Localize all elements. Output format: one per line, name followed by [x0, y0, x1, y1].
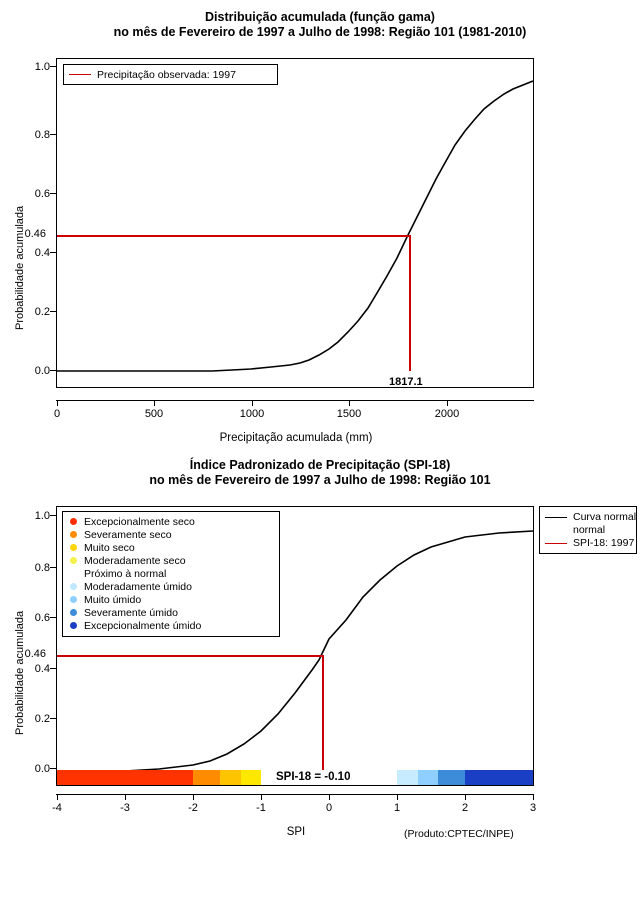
legend-item-spi-1997 [545, 536, 635, 550]
colorbar-segment-excepcionalmente-umido [465, 770, 533, 785]
top-ytick-0: 0.0 [34, 365, 50, 377]
top-ytickmark-2 [50, 252, 56, 253]
legend-item-moderadamente-seco [68, 554, 273, 567]
bottom-xtickmark-7 [533, 794, 534, 800]
spi-panel [0, 450, 640, 900]
legend-item-curva-normal [545, 510, 637, 524]
bottom-ytickmark-4 [50, 567, 56, 568]
top-gamma-curve [57, 59, 533, 387]
legend-item-proximo-a-normal [68, 567, 273, 580]
bottom-ytick-0: 0.0 [34, 763, 50, 775]
legend-label: Moderadamente seco [84, 554, 186, 567]
top-xtickmark-0 [57, 400, 58, 406]
bottom-x-axis-label: SPI [286, 826, 306, 838]
bottom-xtickmark-0 [57, 794, 58, 800]
category-color-icon [70, 557, 77, 564]
bottom-title-line1: Índice Padronizado de Precipitação (SPI-18) [189, 458, 451, 472]
bottom-ytickmark-5 [50, 515, 56, 516]
top-legend [63, 64, 278, 85]
top-xtickmark-3 [349, 400, 350, 406]
bottom-ytick-3: 0.6 [34, 612, 50, 624]
bottom-xtick-2: -2 [188, 802, 198, 814]
category-color-icon [70, 531, 77, 538]
colorbar-segment-muito-umido [418, 770, 438, 785]
bottom-xtickmark-4 [329, 794, 330, 800]
bottom-xtick-0: -4 [52, 802, 62, 814]
bottom-title-line2: no mês de Fevereiro de 1997 a Julho de 1998: Região 101 [149, 473, 491, 487]
legend-label: Excepcionalmente úmido [84, 619, 202, 632]
top-prob-marker-line [57, 235, 410, 237]
top-plot-area [56, 58, 534, 388]
legend-item-muito-umido [68, 593, 273, 606]
top-x-axis-line [56, 400, 534, 401]
top-xtick-1: 500 [144, 408, 164, 420]
colorbar-segment-severamente-umido [438, 770, 465, 785]
bottom-xtickmark-1 [125, 794, 126, 800]
top-ytickmark-5 [50, 66, 56, 67]
legend-label: Próximo à normal [84, 567, 167, 580]
top-value-marker-line [409, 235, 411, 371]
bottom-xtickmark-6 [465, 794, 466, 800]
top-ytickmark-4 [50, 134, 56, 135]
bottom-prob-marker-line [57, 655, 323, 657]
bottom-ytickmark-1 [50, 718, 56, 719]
top-ytick-5: 1.0 [34, 61, 50, 73]
bottom-xtick-5: 1 [393, 802, 401, 814]
spi-value-label: SPI-18 = -0.10 [276, 771, 351, 783]
top-prob-annotation: 0.46 [24, 228, 46, 240]
top-x-axis-label: Precipitação acumulada (mm) [219, 432, 373, 444]
top-xtickmark-4 [447, 400, 448, 406]
legend-label: Severamente úmido [84, 606, 178, 619]
top-y-axis-label: Probabilidade acumulada [14, 205, 26, 330]
bottom-prob-annotation: 0.46 [24, 648, 46, 660]
legend-label: SPI-18: 1997 [573, 537, 635, 549]
legend-item-excepcionalmente-seco [68, 515, 273, 528]
bottom-xtickmark-3 [261, 794, 262, 800]
legend-label: Severamente seco [84, 528, 172, 541]
bottom-ytick-1: 0.2 [34, 713, 50, 725]
bottom-spi-marker-line [322, 655, 324, 771]
colorbar-segment-severamente-seco [193, 770, 220, 785]
top-ytick-3: 0.6 [34, 188, 50, 200]
bottom-xtick-6: 2 [461, 802, 469, 814]
observed-precip-line-icon [69, 74, 91, 75]
normal-curve-line-icon [545, 517, 567, 518]
legend-label: Moderadamente úmido [84, 580, 192, 593]
legend-label: Muito úmido [84, 593, 142, 606]
bottom-xtickmark-5 [397, 794, 398, 800]
colorbar-segment-excepcionalmente-seco [57, 770, 193, 785]
bottom-xtickmark-2 [193, 794, 194, 800]
category-color-icon [70, 596, 77, 603]
spi-line-icon [545, 543, 567, 544]
top-ytickmark-0 [50, 370, 56, 371]
category-color-icon [70, 518, 77, 525]
spi-category-legend [62, 511, 280, 637]
top-ytick-1: 0.2 [34, 306, 50, 318]
legend-item-moderadamente-umido [68, 580, 273, 593]
bottom-ytickmark-0 [50, 768, 56, 769]
legend-item-curva-normal-cont: normal [573, 524, 606, 536]
top-observed-value-label: 1817.1 [389, 376, 423, 388]
bottom-ytickmark-3 [50, 617, 56, 618]
top-xtick-2: 1000 [239, 408, 265, 420]
top-xtick-3: 1500 [336, 408, 362, 420]
top-xtickmark-1 [154, 400, 155, 406]
top-xtick-0: 0 [53, 408, 61, 420]
bottom-ytick-2: 0.4 [34, 663, 50, 675]
top-legend-label: Precipitação observada: 1997 [97, 68, 236, 81]
top-xtickmark-2 [252, 400, 253, 406]
category-color-icon [70, 570, 77, 577]
legend-label: Curva normal [573, 511, 637, 523]
legend-item-muito-seco [68, 541, 273, 554]
bottom-xtick-4: 0 [325, 802, 333, 814]
legend-label: Muito seco [84, 541, 135, 554]
top-ytickmark-1 [50, 311, 56, 312]
legend-label: Excepcionalmente seco [84, 515, 195, 528]
legend-item-excepcionalmente-umido [68, 619, 273, 632]
top-ytickmark-3 [50, 193, 56, 194]
colorbar-segment-muito-seco [220, 770, 241, 785]
bottom-y-axis-label: Probabilidade acumulada [14, 610, 26, 735]
bottom-ytick-5: 1.0 [34, 510, 50, 522]
bottom-x-axis-line [56, 794, 534, 795]
legend-item-severamente-umido [68, 606, 273, 619]
legend-item-severamente-seco [68, 528, 273, 541]
colorbar-segment-moderadamente-seco [241, 770, 261, 785]
top-chart-title [0, 10, 640, 40]
bottom-ytick-4: 0.8 [34, 562, 50, 574]
category-color-icon [70, 583, 77, 590]
top-title-line2: no mês de Fevereiro de 1997 a Julho de 1998: Região 101 (1981-2010) [113, 25, 527, 39]
top-title-line1: Distribuição acumulada (função gama) [205, 10, 435, 24]
bottom-ytickmark-2 [50, 668, 56, 669]
bottom-plot-area [56, 506, 534, 786]
top-ytick-2: 0.4 [34, 247, 50, 259]
curve-legend [539, 506, 637, 554]
top-ytick-4: 0.8 [34, 129, 50, 141]
product-credit: (Produto:CPTEC/INPE) [404, 828, 514, 840]
category-color-icon [70, 544, 77, 551]
category-color-icon [70, 622, 77, 629]
bottom-chart-title [0, 458, 640, 488]
top-xtick-4: 2000 [434, 408, 460, 420]
bottom-xtick-1: -3 [120, 802, 130, 814]
bottom-xtick-3: -1 [256, 802, 266, 814]
colorbar-segment-moderadamente-umido [397, 770, 418, 785]
bottom-xtick-7: 3 [529, 802, 537, 814]
category-color-icon [70, 609, 77, 616]
